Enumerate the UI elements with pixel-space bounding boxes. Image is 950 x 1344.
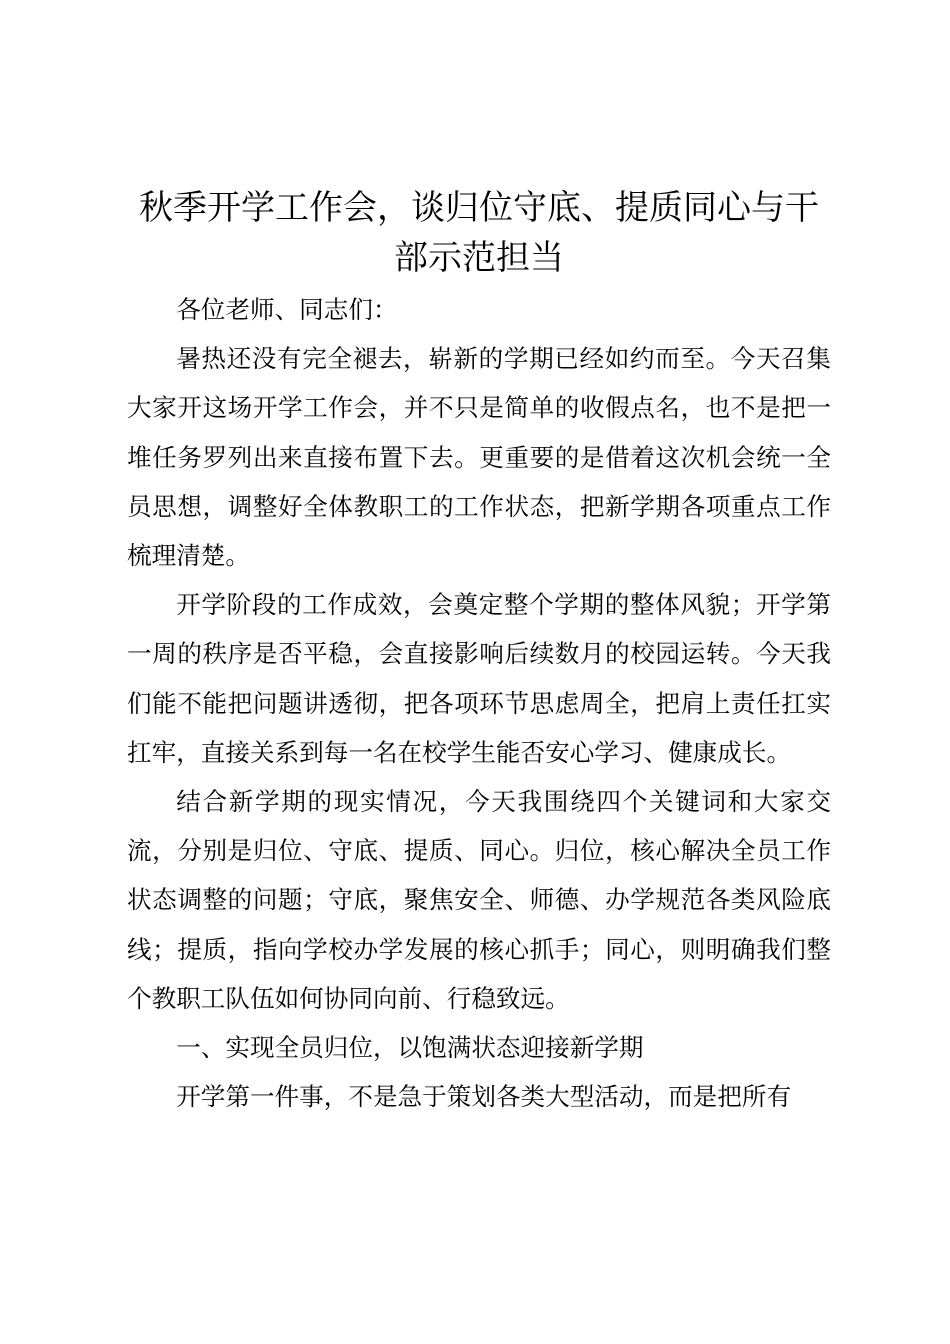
paragraph-2: 开学阶段的工作成效，会奠定整个学期的整体风貌；开学第一周的秩序是否平稳，会直接影响后续数月的校园运转。今天我们能不能把问题讲透彻，把各项环节思虑周全，把肩上责任扛实扛牢，直接关系到每一名在校学生能否安心学习、健康成长。: [127, 590, 831, 767]
document-title: 秋季开学工作会，谈归位守底、提质同心与干部示范担当: [139, 188, 819, 278]
paragraph-4: 开学第一件事，不是急于策划各类大型活动，而是把所有: [176, 1082, 792, 1112]
document-body: [127, 183, 831, 1121]
section-heading-1: 一、实现全员归位，以饱满状态迎接新学期: [176, 1033, 644, 1063]
salutation: 各位老师、同志们：: [176, 295, 398, 324]
paragraph-1: 暑热还没有完全褪去，崭新的学期已经如约而至。今天召集大家开这场开学工作会，并不只是简单的收假点名，也不是把一堆任务罗列出来直接布置下去。更重要的是借着这次机会统一全员思想，调整好全体教职工的工作状态，把新学期各项重点工作梳理清楚。: [127, 344, 831, 571]
paragraph-3: 结合新学期的现实情况，今天我围绕四个关键词和大家交流，分别是归位、守底、提质、同心。归位，核心解决全员工作状态调整的问题；守底，聚焦安全、师德、办学规范各类风险底线；提质，指向学校办学发展的核心抓手；同心，则明确我们整个教职工队伍如何协同向前、行稳致远。: [127, 787, 831, 1013]
